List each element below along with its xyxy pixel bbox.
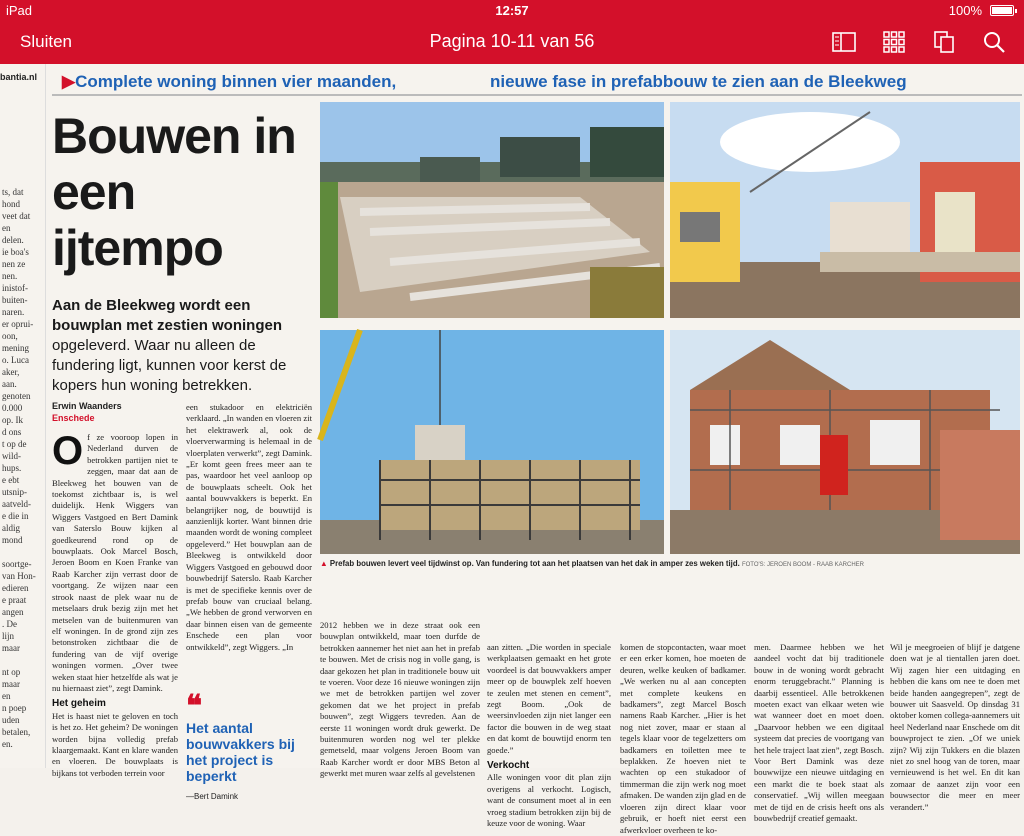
cut-off-line: inistof- xyxy=(2,283,28,293)
cut-off-line: buiten- xyxy=(2,295,28,305)
previous-page-edge xyxy=(0,64,46,768)
status-bar xyxy=(0,0,1024,20)
photo-brick-houses xyxy=(670,330,1020,554)
cut-off-line: oon, xyxy=(2,331,18,341)
cut-off-line: utsnip- xyxy=(2,487,28,497)
photo-caption: ▲ Prefab bouwen levert veel tijdwinst op. Van fundering tot aan het plaatsen van het dak in amper zes weken tijd. FOTO'S: JEROEN BOOM - RAAB KARCHER xyxy=(320,559,864,568)
cut-off-line: van Hon- xyxy=(2,571,36,581)
kicker-bar xyxy=(52,68,1022,96)
cut-off-line: hups. xyxy=(2,463,22,473)
newspaper-page[interactable] xyxy=(0,64,1024,835)
grid-icon[interactable] xyxy=(880,28,908,56)
search-icon[interactable] xyxy=(980,28,1008,56)
intro-bold: Aan de Bleekweg wordt een bouwplan met zestien woningen xyxy=(52,297,283,334)
cut-off-line: . De xyxy=(2,619,17,629)
clock: 12:57 xyxy=(495,3,529,18)
cut-off-line: angen xyxy=(2,607,24,617)
caption-triangle-icon: ▲ xyxy=(320,559,328,568)
cut-off-line: aan. xyxy=(2,379,17,389)
cut-off-line: ts, dat xyxy=(2,187,24,197)
cut-off-line: er oprui- xyxy=(2,319,34,329)
battery-fill xyxy=(992,7,1012,14)
navigation-bar xyxy=(0,20,1024,64)
cut-off-line: maar xyxy=(2,679,20,689)
dateline-place: Enschede xyxy=(52,413,95,423)
pull-quote xyxy=(186,690,316,801)
article-column-2: een stukadoor en elektriciën verklaard. „In wanden en vloeren zit het elektrawerk al, ook de vloerverwarming is helemaal in de vloerplaten verwerkt”, zegt Damink. „Er komt geen frees meer aan te pas, waardoor het veel aanloop op de bouwplaats scheelt. Ook het aantal bouwvakkers is beperkt. En belangrijker nog, de bouwtijd is aanzienlijk korter. Want binnen drie maanden wordt de woning compleet opgeleverd.” Het bouwplan aan de Bleekweg is ontwikkeld door Wiggers Vastgoed en gebouwd door bouwbedrijf Saterslo. Raab Karcher is met de specifieke kennis over de prefab bouw van cruciaal belang. „We hebben de grond verworven en daar binnen eisen van de gemeente Enschede een plan voor ontwikkeld”, zegt Wiggers. „In xyxy=(186,402,312,652)
subheading-het-geheim: Het geheim xyxy=(52,698,106,710)
cut-off-line: delen. xyxy=(2,235,24,245)
cut-off-line: ie boa's xyxy=(2,247,29,257)
cut-off-line: nen ze xyxy=(2,259,26,269)
cut-off-line xyxy=(2,654,36,666)
article-column-6: men. Daarmee hebben we het aandeel vocht dat bij traditionele bouw in de woning wordt gebracht enorm teruggebracht.” Planning is daarbij essentieel. Alle betrokkenen moeten exact van elkaar weten wie wat wanneer doet en moet doen. „Daarvoor hebben we een digitaal systeem dat precies de voortgang van het hele traject laat zien”, zegt Bosch. Voor Bert Damink was deze bouwwijze een nieuwe uitdaging en een markt die te boek staat als conservatief. „Wij willen meegaan met de tijd en de crisis heeft ons als bouwbedrijf creatief gemaakt. xyxy=(754,642,884,824)
author-name: Erwin Waanders xyxy=(52,401,122,411)
cut-off-line: en. xyxy=(2,739,13,749)
quote-mark-icon: ❝ xyxy=(186,690,203,723)
cut-off-line: soortge- xyxy=(2,559,32,569)
article-column-4: aan zitten. „Die worden in speciale werkplaatsen gemaakt en het grote voordeel is dat bouwvakkers amper meer op de bouwplek zelf hoeven te zeulen met stenen en cement”, zegt Boom. „Ook de weersinvloeden zijn niet langer een factor die bouwen in de weg staat en dat komt de bouwtijd enorm ten goede.” Verkocht Alle woningen voor dit plan zijn overigens al verkocht. Logisch, want de consument moet al in een vroeg stadium betrokken zijn bij de keuze voor de woning. Waar xyxy=(487,642,611,829)
photo-scaffolding xyxy=(320,330,664,554)
subheading-verkocht: Verkocht xyxy=(487,760,530,772)
device-label: iPad xyxy=(6,3,33,18)
cut-off-line: wild- xyxy=(2,451,21,461)
quote-author: —Bert Damink xyxy=(186,792,239,801)
cut-off-line: e praat xyxy=(2,595,27,605)
cut-off-line: mening xyxy=(2,343,29,353)
close-button[interactable]: Sluiten xyxy=(20,32,72,51)
cut-off-line: aker, xyxy=(2,367,20,377)
cut-off-line: t op de xyxy=(2,439,27,449)
cut-off-line: 0.000 xyxy=(2,403,23,413)
photo-credit: FOTO'S: JEROEN BOOM - RAAB KARCHER xyxy=(741,562,864,568)
photo-crane-walls xyxy=(670,102,1020,318)
site-url: bantia.nl xyxy=(0,72,38,82)
copy-icon[interactable] xyxy=(930,28,958,56)
cut-off-line: genoten xyxy=(2,391,31,401)
cut-off-line: e ebt xyxy=(2,475,20,485)
photo-foundation xyxy=(320,102,664,318)
cut-off-line: hond xyxy=(2,199,20,209)
cut-off-line: aldig xyxy=(2,523,20,533)
cut-off-line: naren. xyxy=(2,307,25,317)
cut-off-line: mond xyxy=(2,535,23,545)
article-column-3: 2012 hebben we in deze straat ook een bouwplan ontwikkeld, maar toen durfde de betrokken aannemer het niet aan het in prefab te bouwen. Met de crisis nog in volle gang, is daar gekozen het plan in traditionele bouw uit te voeren. Voor deze 16 nieuwe woningen zijn we met de betrokken partijen wel zover gekomen dat we het project in prefab bouwen”, zegt Wiggers tevreden. Aan de eerste 11 woningen wordt druk gewerkt. De buitenmuren worden nog wel ter plekke gemetseld, maar volgens Jeroen Boom van Raab Karcher wordt er door MBS Beton al gewerkt met muren waar zelfs al gevelstenen xyxy=(320,620,480,779)
cut-off-line: uden xyxy=(2,715,20,725)
drop-cap: O xyxy=(52,429,84,473)
article-headline: Bouwen in een ijtempo xyxy=(52,108,296,276)
article-column-7: Wil je meegroeien of blijf je datgene doen wat je al tientallen jaren doet. Wij zagen hier een uitdaging en hebben die kans om nee te doen met beide handen aangegrepen”, zegt de bouwer uit Saasveld. Op dinsdag 31 oktober komen collega-aannemers uit heel Nederland naar Enschede om dit bouwproject te zien. „Of we uniek zijn? Wij zijn Tukkers en die blazen niet zo snel hoog van de toren, maar vernieuwend is het wel. En dit kan zomaar de aanzet zijn voor een bouwsector die meer en meer verandert.” xyxy=(890,642,1020,812)
cut-off-line xyxy=(2,546,36,558)
cut-off-line: edieren xyxy=(2,583,29,593)
cut-off-line: maar xyxy=(2,643,20,653)
status-right xyxy=(949,3,1014,18)
cut-off-line: e die in xyxy=(2,511,29,521)
quote-text: Het aantal bouwvakkers bij het project is beperkt xyxy=(186,720,295,784)
page-view-icon[interactable] xyxy=(830,28,858,56)
page-title: Pagina 10-11 van 56 xyxy=(429,31,595,51)
cut-off-line: o. Luca xyxy=(2,355,29,365)
cut-off-line: en xyxy=(2,223,11,233)
nav-toolbar xyxy=(830,28,1008,56)
cut-off-text xyxy=(2,186,36,750)
kicker-right: nieuwe fase in prefabbouw te zien aan de Bleekweg xyxy=(490,72,907,91)
intro-rest: opgeleverd. Waar nu alleen de fundering ligt, kunnen voor kerst de kopers hun woning betrekken. xyxy=(52,337,287,394)
cut-off-line: betalen, xyxy=(2,727,31,737)
cut-off-line: op. Ik xyxy=(2,415,23,425)
cut-off-line: veet dat xyxy=(2,211,31,221)
cut-off-line: aatveld- xyxy=(2,499,31,509)
cut-off-line: d ons xyxy=(2,427,22,437)
article-intro xyxy=(52,296,314,396)
cut-off-line: en xyxy=(2,691,11,701)
cut-off-line: n poep xyxy=(2,703,27,713)
cut-off-line: nt op xyxy=(2,667,21,677)
article-column-1: Of ze vooroop lopen in Nederland durven de betrokken partijen niet te zeggen, maar dat aan de Bleekweg het bouwen van de toekomst zichtbaar is, is wel duidelijk. Henk Wiggers van Wiggers Vastgoed en Bert Damink van Saterslo Bouw kijken al goedkeurend rond op de bouwplaats. Ook Marcel Bosch, Jeroen Boom en Koen Franke van Raab Karcher zijn verrast door de voortgang. Ze wijzen naar een strook naast de plek waar nu de metselaars druk bezig zijn met het metselen van de buitenmuren van elf woningen. In de grond zijn zes betonstroken zichtbaar die de fundering van de vijf overige woningen vormen. „Over twee weken staat hier hetzelfde als wat je nu hiernaast ziet”, zegt Damink. Het geheim Het is haast niet te geloven en toch is het zo. Het geheim? De woningen worden bijna volledig prefab klaargemaakt. Kant en klare wanden en vloeren. De bouwplaats is bijkans tot verboden terrein voor xyxy=(52,429,178,778)
kicker-left: ▶Complete woning binnen vier maanden, xyxy=(62,72,397,91)
battery-percentage: 100% xyxy=(948,3,982,18)
cut-off-line: nen. xyxy=(2,271,18,281)
article-column-5: komen de stopcontacten, waar moet er een erker komen, hoe moeten de deuren, welke keuken of badkamer. „We werken nu al aan concepten met complete keukens en badkamers”, zegt Marcel Bosch namens Raab Karcher. „Hier is het nog niet zover, maar er staan al tegels klaar voor de tegelzetters om badkamers en toiletten mee te beplakken. Ze hoeven niet te wachten op een stukadoor of timmerman die zijn werk nog moet afmaken. De wanden zijn glad en de vloeren zijn direct klaar voor gebruik, er hoeft niet eerst een afwerkvloer overheen te ko- xyxy=(620,642,746,835)
battery-icon xyxy=(990,5,1014,16)
cut-off-line: lijn xyxy=(2,631,15,641)
